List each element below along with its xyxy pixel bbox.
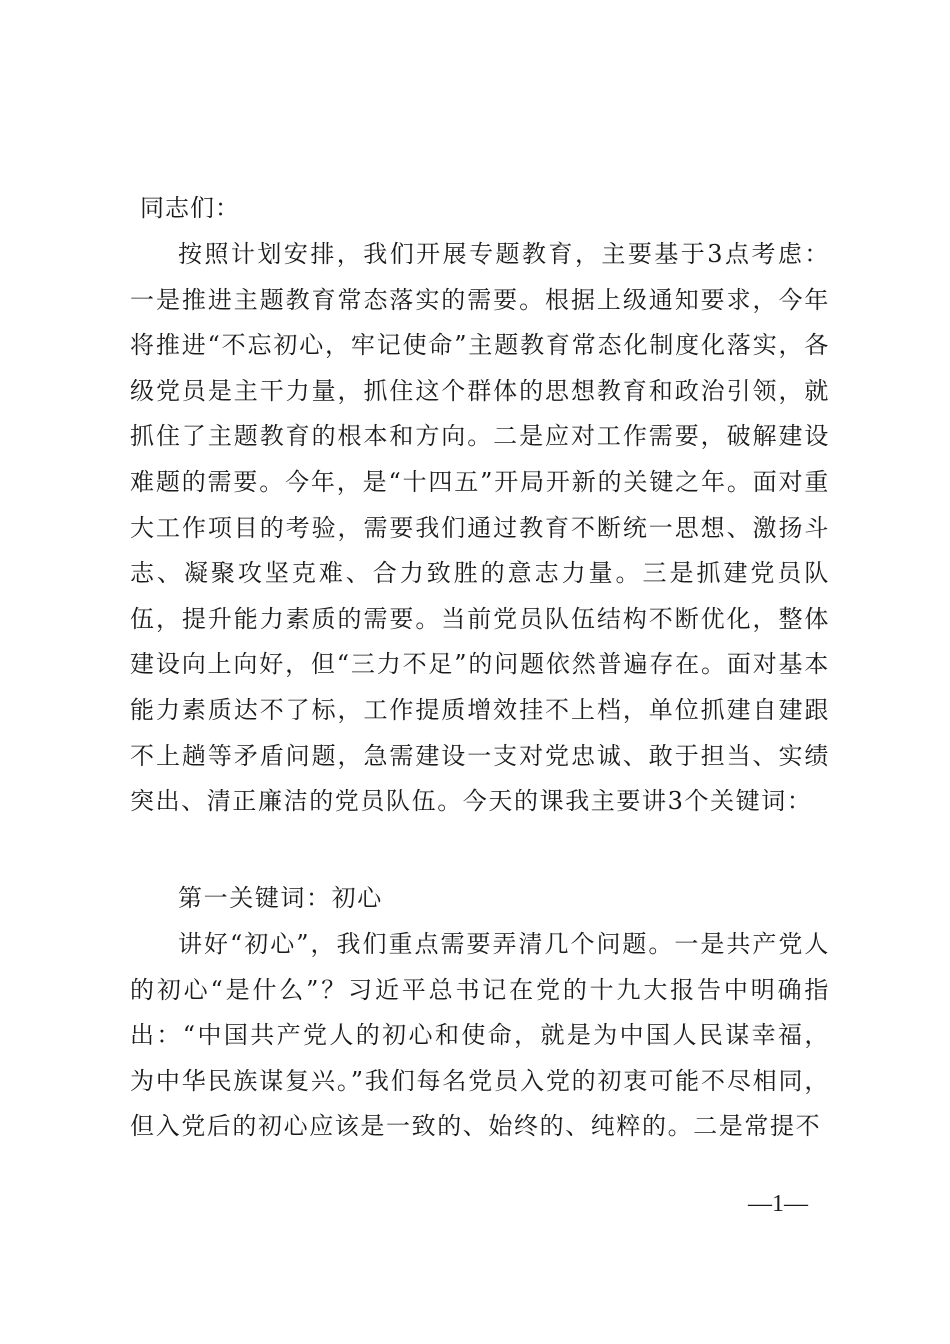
section-heading: 第一关键词：初心	[178, 884, 383, 912]
greeting: 同志们：	[140, 194, 240, 222]
paragraph-first-keyword: 讲好“初心”，我们重点需要弄清几个问题。一是共产党人的初心“是什么”？习近平总书记在党的十九大报告中明确指出：“中国共产党人的初心和使命，就是为中国人民谋幸福，为中华民族谋复兴。”我们每名党员入党的初衷可能不尽相同，但入党后的初心应该是一致的、始终的、纯粹的。二是常提不	[130, 930, 830, 1141]
page-number: —1—	[748, 1191, 808, 1217]
paragraph-intro: 按照计划安排，我们开展专题教育，主要基于3点考虑：一是推进主题教育常态落实的需要。根据上级通知要求，今年将推进“不忘初心，牢记使命”主题教育常态化制度化落实，各级党员是主干力量，抓住这个群体的思想教育和政治引领，就抓住了主题教育的根本和方向。二是应对工作需要，破解建设难题的需要。今年，是“十四五”开局开新的关键之年。面对重大工作项目的考验，需要我们通过教育不断统一思想、激扬斗志、凝聚攻坚克难、合力致胜的意志力量。三是抓建党员队伍，提升能力素质的需要。当前党员队伍结构不断优化，整体建设向上向好，但“三力不足”的问题依然普遍存在。面对基本能力素质达不了标，工作提质增效挂不上档，单位抓建自建跟不上趟等矛盾问题，急需建设一支对党忠诚、敢于担当、实绩突出、清正廉洁的党员队伍。今天的课我主要讲3个关键词：	[130, 240, 830, 816]
